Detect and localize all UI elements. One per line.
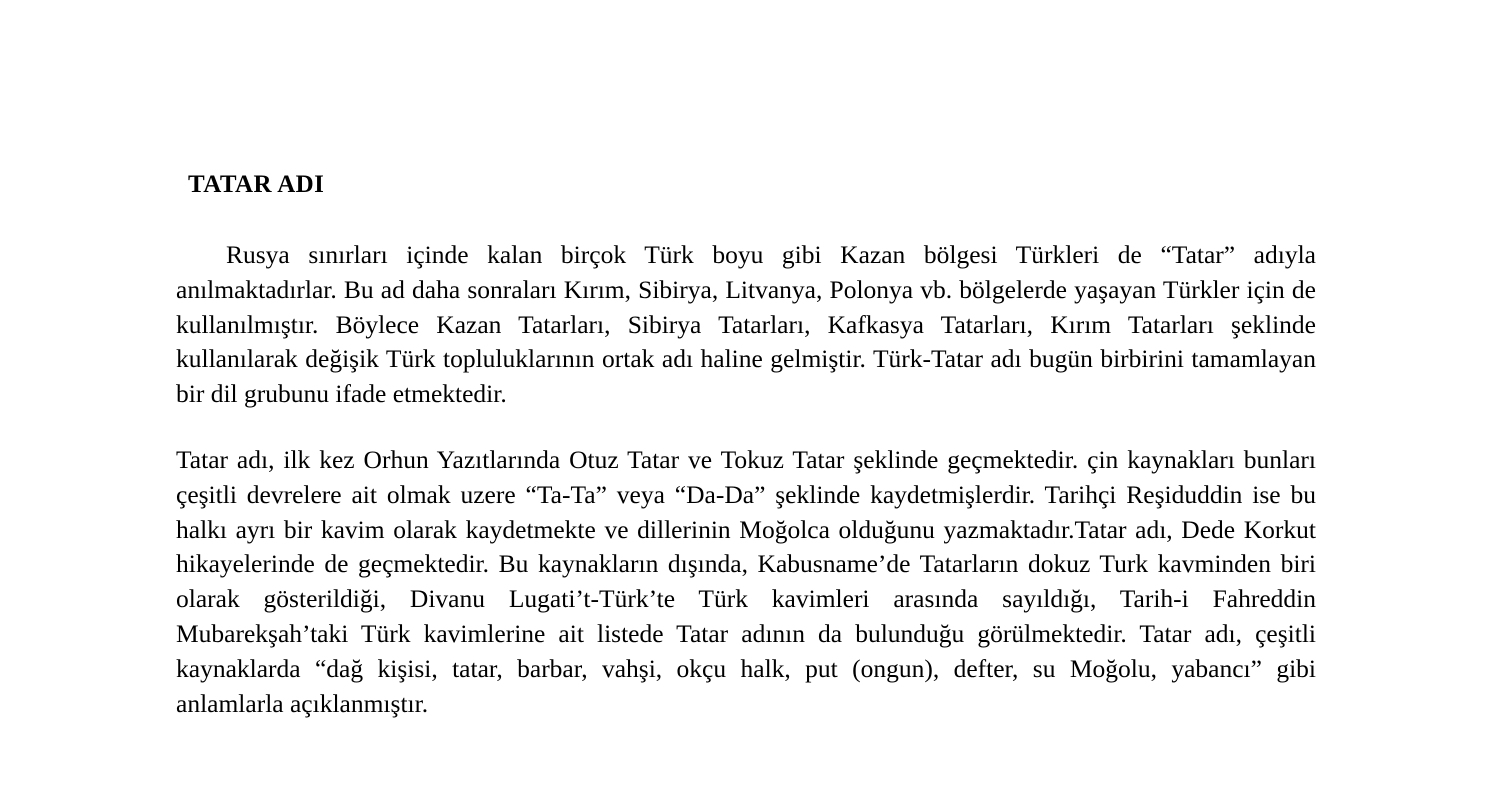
document-text-block (176, 170, 1316, 721)
page-title: TATAR ADI (188, 171, 325, 198)
paragraph-1: Rusya sınırları içinde kalan birçok Türk boyu gibi Kazan bölgesi Türkleri de “Tatar” adıyla anılmaktadırlar. Bu ad daha sonraları Kırım, Sibirya, Litvanya, Polonya vb. bölgelerde yaşayan Türkler için de kullanılmıştır. Böylece Kazan Tatarları, Sibirya Tatarları, Kafkasya Tatarları, Kırım Tatarları şeklinde kullanılarak değişik Türk topluluklarının ortak adı haline gelmiştir. Türk-Tatar adı bugün birbirini tamamlayan bir dil grubunu ifade etmektedir. (176, 240, 1316, 409)
paragraph-2: Tatar adı, ilk kez Orhun Yazıtlarında Otuz Tatar ve Tokuz Tatar şeklinde geçmektedir. çin kaynakları bunları çeşitli devrelere ait olmak uzere “Ta-Ta” veya “Da-Da” şeklinde kaydetmişlerdir. Tarihçi Reşiduddin ise bu halkı ayrı bir kavim olarak kaydetmekte ve dillerinin Moğolca olduğunu yazmaktadır.Tatar adı, Dede Korkut hikayelerinde de geçmektedir. Bu kaynakların dışında, Kabusname’de Tatarların dokuz Turk kavminden biri olarak gösterildiği, Divanu Lugati’t-Türk’te Türk kavimleri arasında sayıldığı, Tarih-i Fahreddin Mubarekşah’taki Türk kavimlerine ait listede Tatar adının da bulunduğu görülmektedir. Tatar adı, çeşitli kaynaklarda “dağ kişisi, tatar, barbar, vahşi, okçu halk, put (ongun), defter, su Moğolu, yabancı” gibi anlamlarla açıklanmıştır. (176, 444, 1316, 718)
